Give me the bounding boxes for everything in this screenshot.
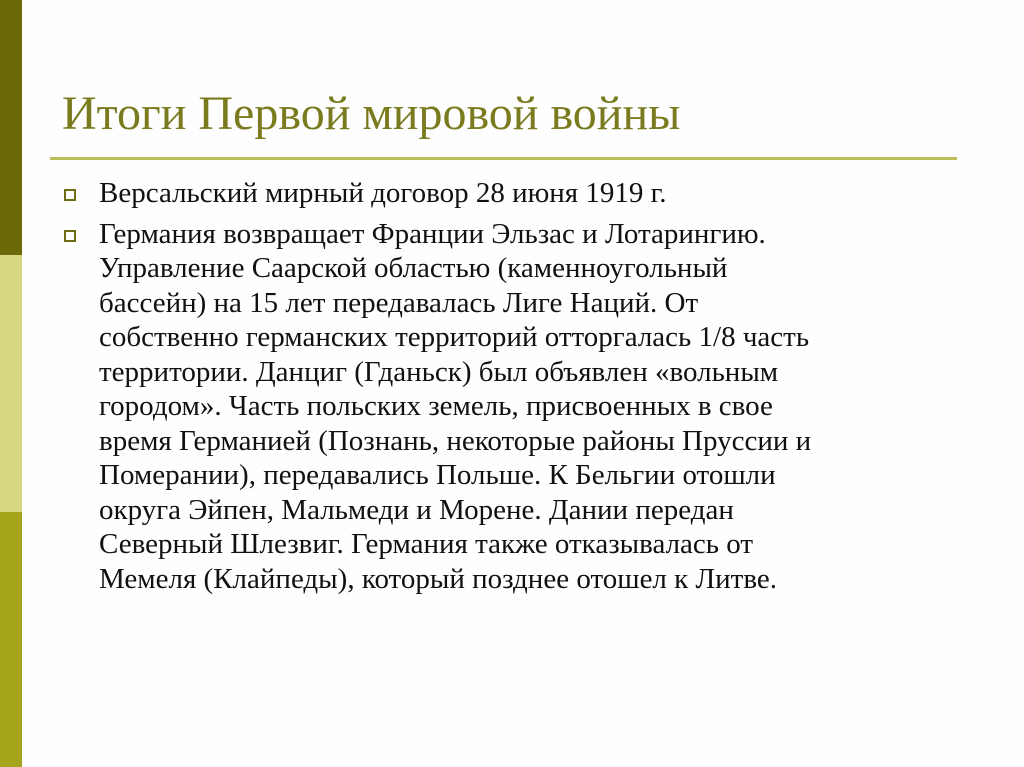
bullet-list — [64, 176, 964, 602]
bullet-line: Мемеля (Клайпеды), который позднее отошел к Литве. — [99, 562, 778, 595]
bullet-line: городом». Часть польских земель, присвоенных в свое — [99, 390, 773, 422]
bullet-item-territories — [64, 217, 964, 597]
bullet-line: бассейн) на 15 лет передавалась Лиге Наций. От — [99, 286, 699, 319]
square-bullet-icon — [64, 230, 76, 242]
sidebar-decoration — [0, 0, 22, 767]
square-bullet-icon — [64, 189, 76, 201]
slide-title: Итоги Первой мировой войны — [62, 87, 681, 140]
bullet-line: Управление Саарской областью (каменноугольный — [99, 252, 728, 284]
sidebar-band-bottom — [0, 512, 22, 767]
bullet-line: время Германией (Познань, некоторые районы Пруссии и — [99, 424, 812, 457]
bullet-line: Версальский мирный договор 28 июня 1919 г. — [99, 177, 667, 209]
sidebar-band-top — [0, 0, 22, 255]
bullet-line: Германия возвращает Франции Эльзас и Лотарингию. — [99, 217, 766, 250]
bullet-line: Северный Шлезвиг. Германия также отказывалась от — [99, 528, 754, 560]
bullet-line: Померании), передавались Польше. К Бельгии отошли — [99, 459, 776, 491]
bullet-line: собственно германских территорий отторгалась 1/8 часть — [99, 321, 810, 353]
title-underline — [50, 157, 957, 160]
bullet-line: округа Эйпен, Мальмеди и Морене. Дании передан — [99, 493, 734, 526]
bullet-line: территории. Данциг (Гданьск) был объявлен «вольным — [99, 355, 779, 388]
sidebar-band-middle — [0, 255, 22, 512]
bullet-item-versailles — [64, 176, 964, 211]
